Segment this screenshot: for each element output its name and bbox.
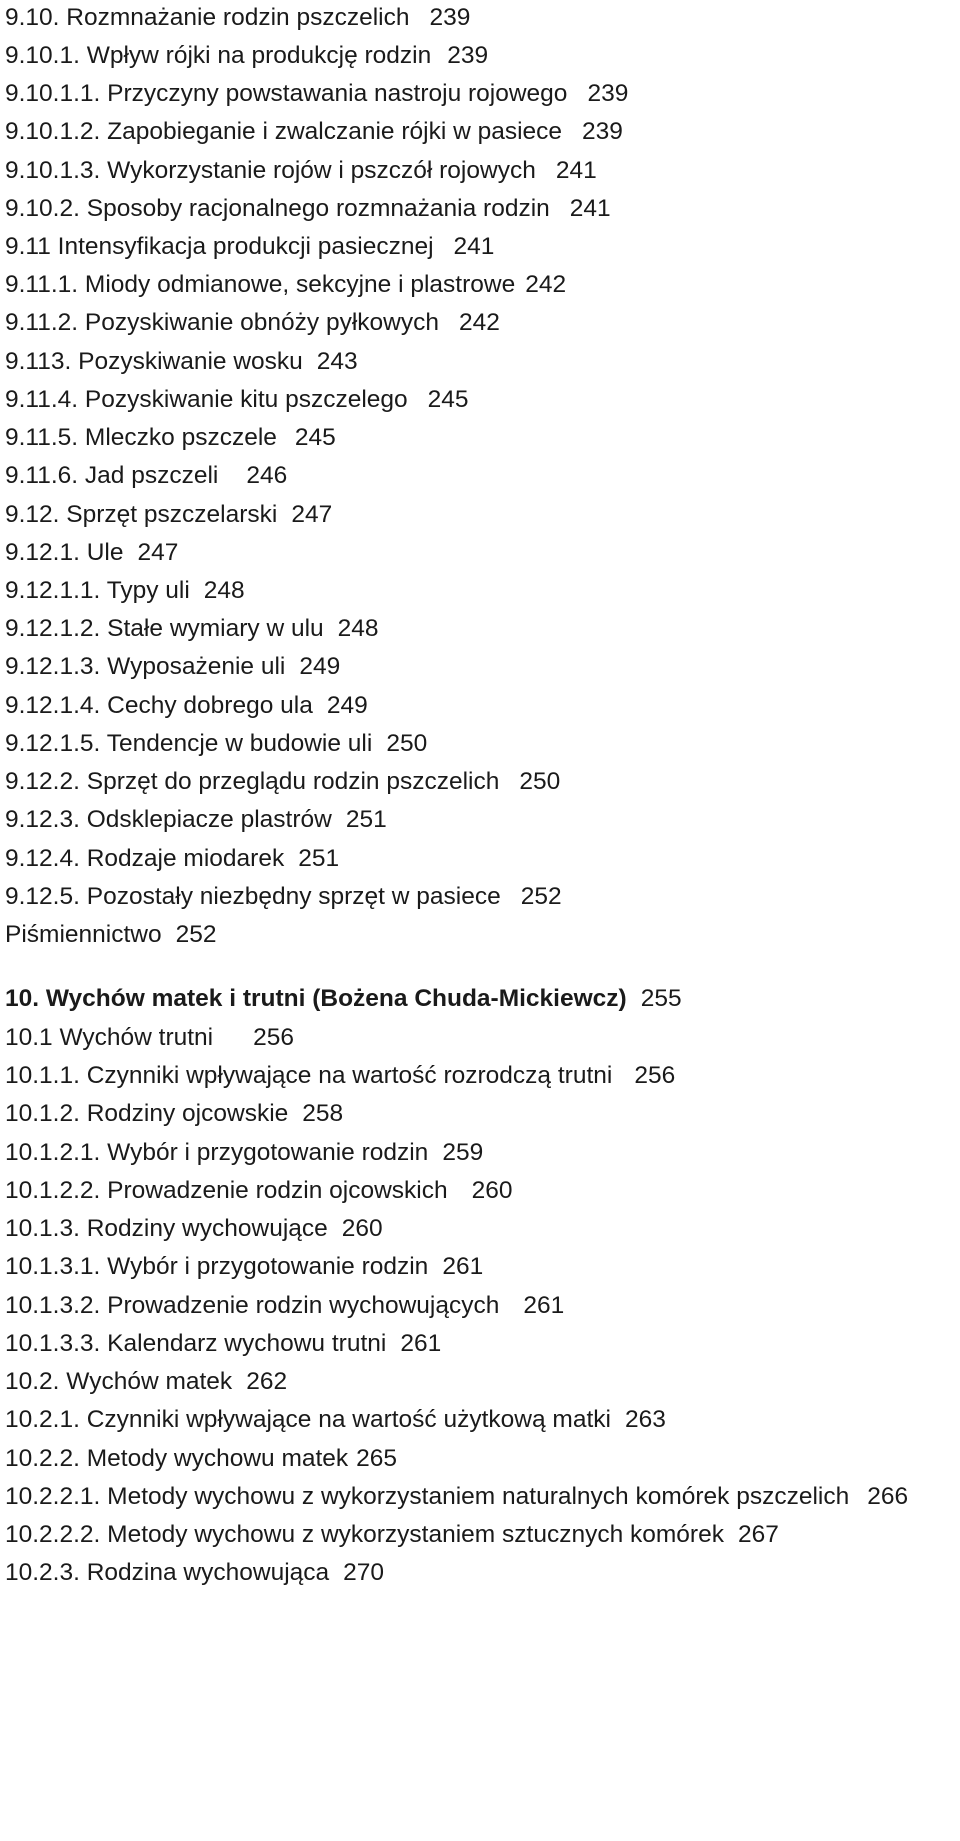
toc-entry-page-number: 248: [203, 577, 245, 604]
toc-entry-page-number: 245: [294, 424, 336, 451]
toc-entry: [5, 77, 628, 111]
toc-entry-title: 9.12.1.5. Tendencje w budowie uli: [5, 730, 373, 757]
toc-entry: [5, 39, 488, 73]
toc-entry-page-number: 267: [737, 1521, 779, 1548]
toc-entry-title: 10.1.3.1. Wybór i przygotowanie rodzin: [5, 1253, 429, 1280]
toc-entry: [5, 1, 470, 35]
toc-entry: [5, 982, 682, 1016]
table-of-contents: [5, 0, 960, 1841]
toc-entry-title: 10.2.2.2. Metody wychowu z wykorzystaniem sztucznych komórek: [5, 1521, 724, 1548]
toc-entry-title: 10.2.1. Czynniki wpływające na wartość użytkową matki: [5, 1406, 611, 1433]
toc-entry-page-number: 250: [386, 730, 428, 757]
toc-entry-title: Piśmiennictwo: [5, 921, 162, 948]
toc-entry-title: 9.11.6. Jad pszczeli: [5, 462, 219, 489]
toc-entry: [5, 1174, 513, 1208]
toc-entry-page-number: 251: [345, 806, 387, 833]
toc-entry: [5, 574, 245, 608]
toc-entry-title: 10.2.2. Metody wychowu matek: [5, 1445, 349, 1472]
toc-entry-page-number: 251: [298, 845, 340, 872]
toc-entry: [5, 765, 560, 799]
toc-entry-page-number: 252: [520, 883, 562, 910]
toc-entry-page-number: 247: [291, 501, 333, 528]
toc-entry-page-number: 239: [587, 80, 629, 107]
toc-entry: [5, 230, 494, 264]
toc-entry: [5, 154, 597, 188]
toc-entry-page-number: 265: [356, 1445, 398, 1472]
toc-entry-page-number: 243: [316, 348, 358, 375]
toc-entry-title: 9.11 Intensyfikacja produkcji pasiecznej: [5, 233, 434, 260]
toc-entry-title: 10.2.3. Rodzina wychowująca: [5, 1559, 330, 1586]
toc-entry-page-number: 242: [458, 309, 500, 336]
toc-entry-title: 9.11.2. Pozyskiwanie obnóży pyłkowych: [5, 309, 439, 336]
toc-entry-title: 10.1.2. Rodziny ojcowskie: [5, 1100, 289, 1127]
toc-entry-title: 9.12.1. Ule: [5, 539, 124, 566]
toc-entry: [5, 1327, 441, 1361]
toc-entry-page-number: 261: [400, 1330, 442, 1357]
toc-entry: [5, 115, 623, 149]
toc-entry-page-number: 260: [471, 1177, 513, 1204]
toc-entry-title: 9.10.2. Sposoby racjonalnego rozmnażania rodzin: [5, 195, 550, 222]
toc-entry-page-number: 249: [299, 653, 341, 680]
toc-entry-title: 10.1.3.2. Prowadzenie rodzin wychowujących: [5, 1292, 500, 1319]
toc-entry-title: 10.1.3.3. Kalendarz wychowu trutni: [5, 1330, 387, 1357]
toc-entry: [5, 612, 379, 646]
toc-entry: [5, 842, 339, 876]
toc-entry-title: 10.2.2.1. Metody wychowu z wykorzystaniem naturalnych komórek pszczelich: [5, 1483, 850, 1510]
toc-entry-title: 9.11.4. Pozyskiwanie kitu pszczelego: [5, 386, 408, 413]
toc-entry-title: 9.11.5. Mleczko pszczele: [5, 424, 277, 451]
toc-entry: [5, 536, 178, 570]
toc-entry: [5, 498, 332, 532]
toc-entry: [5, 650, 340, 684]
toc-entry: [5, 880, 562, 914]
toc-entry-page-number: 262: [246, 1368, 288, 1395]
toc-entry-page-number: 242: [525, 271, 567, 298]
toc-entry-page-number: 256: [634, 1062, 676, 1089]
toc-entry-title: 9.12.2. Sprzęt do przeglądu rodzin pszczelich: [5, 768, 500, 795]
toc-entry-page-number: 246: [246, 462, 288, 489]
toc-entry-title: 10.1 Wychów trutni: [5, 1024, 214, 1051]
toc-entry-page-number: 249: [326, 692, 368, 719]
toc-entry-title: 9.12.5. Pozostały niezbędny sprzęt w pasiece: [5, 883, 501, 910]
toc-entry-title: 9.10.1. Wpływ rójki na produkcję rodzin: [5, 42, 432, 69]
toc-entry: [5, 459, 287, 493]
toc-entry-title: 10.1.2.2. Prowadzenie rodzin ojcowskich: [5, 1177, 448, 1204]
toc-entry: [5, 306, 500, 340]
toc-entry-page-number: 258: [302, 1100, 344, 1127]
toc-entry-page-number: 241: [569, 195, 611, 222]
toc-entry-title: 9.11.1. Miody odmianowe, sekcyjne i plastrowe: [5, 271, 516, 298]
toc-entry-page-number: 247: [137, 539, 179, 566]
toc-entry: [5, 1518, 779, 1552]
toc-entry: [5, 1059, 675, 1093]
toc-entry-title: 9.12.3. Odsklepiacze plastrów: [5, 806, 332, 833]
toc-entry-page-number: 245: [427, 386, 469, 413]
toc-entry: [5, 1556, 384, 1590]
toc-entry-title: 10.1.2.1. Wybór i przygotowanie rodzin: [5, 1139, 429, 1166]
toc-entry: [5, 1021, 294, 1055]
toc-entry-page-number: 248: [337, 615, 379, 642]
toc-entry-page-number: 255: [640, 985, 682, 1012]
toc-entry-page-number: 261: [523, 1292, 565, 1319]
toc-entry-title: 9.10. Rozmnażanie rodzin pszczelich: [5, 4, 410, 31]
toc-entry: [5, 918, 216, 952]
toc-entry-title: 9.113. Pozyskiwanie wosku: [5, 348, 303, 375]
toc-entry-page-number: 239: [447, 42, 489, 69]
toc-entry-title: 9.10.1.1. Przyczyny powstawania nastroju rojowego: [5, 80, 568, 107]
toc-entry-page-number: 239: [582, 118, 623, 145]
toc-entry-title: 10.1.1. Czynniki wpływające na wartość rozrodczą trutni: [5, 1062, 613, 1089]
toc-entry-title: 9.12. Sprzęt pszczelarski: [5, 501, 278, 528]
toc-entry-page-number: 261: [442, 1253, 484, 1280]
toc-entry-page-number: 263: [624, 1406, 666, 1433]
toc-entry-title: 9.10.1.3. Wykorzystanie rojów i pszczół rojowych: [5, 157, 536, 184]
toc-entry-title: 10.2. Wychów matek: [5, 1368, 233, 1395]
toc-entry-title: 9.12.1.1. Typy uli: [5, 577, 190, 604]
toc-entry: [5, 727, 427, 761]
toc-entry-title: 9.12.1.4. Cechy dobrego ula: [5, 692, 313, 719]
toc-entry-page-number: 241: [453, 233, 495, 260]
toc-entry: [5, 421, 336, 455]
toc-entry-title: 9.12.1.3. Wyposażenie uli: [5, 653, 286, 680]
toc-entry-page-number: 256: [253, 1024, 295, 1051]
toc-entry: [5, 803, 387, 837]
toc-entry-title: 9.12.4. Rodzaje miodarek: [5, 845, 285, 872]
toc-entry: [5, 268, 566, 302]
toc-entry: [5, 1250, 483, 1284]
toc-entry: [5, 689, 368, 723]
toc-entry: [5, 192, 611, 226]
toc-entry-page-number: 239: [429, 4, 471, 31]
toc-entry: [5, 1097, 343, 1131]
toc-entry-title: 10. Wychów matek i trutni (Bożena Chuda-Mickiewcz): [5, 985, 627, 1012]
toc-entry: [5, 1136, 483, 1170]
toc-entry-page-number: 270: [343, 1559, 385, 1586]
toc-entry-title: 10.1.3. Rodziny wychowujące: [5, 1215, 328, 1242]
toc-entry-page-number: 266: [867, 1483, 909, 1510]
toc-entry-page-number: 259: [442, 1139, 484, 1166]
toc-entry-page-number: 260: [341, 1215, 383, 1242]
toc-entry: [5, 345, 358, 379]
toc-entry: [5, 1365, 287, 1399]
toc-entry: [5, 1442, 397, 1476]
toc-entry: [5, 1403, 666, 1437]
toc-entry-page-number: 241: [555, 157, 597, 184]
toc-entry: [5, 1480, 908, 1514]
toc-entry-title: 9.10.1.2. Zapobieganie i zwalczanie rójki w pasiece: [5, 118, 563, 145]
toc-entry-title: 9.12.1.2. Stałe wymiary w ulu: [5, 615, 324, 642]
toc-entry: [5, 383, 469, 417]
toc-entry: [5, 1289, 564, 1323]
toc-entry: [5, 1212, 383, 1246]
toc-entry-page-number: 250: [519, 768, 561, 795]
toc-entry-page-number: 252: [175, 921, 217, 948]
